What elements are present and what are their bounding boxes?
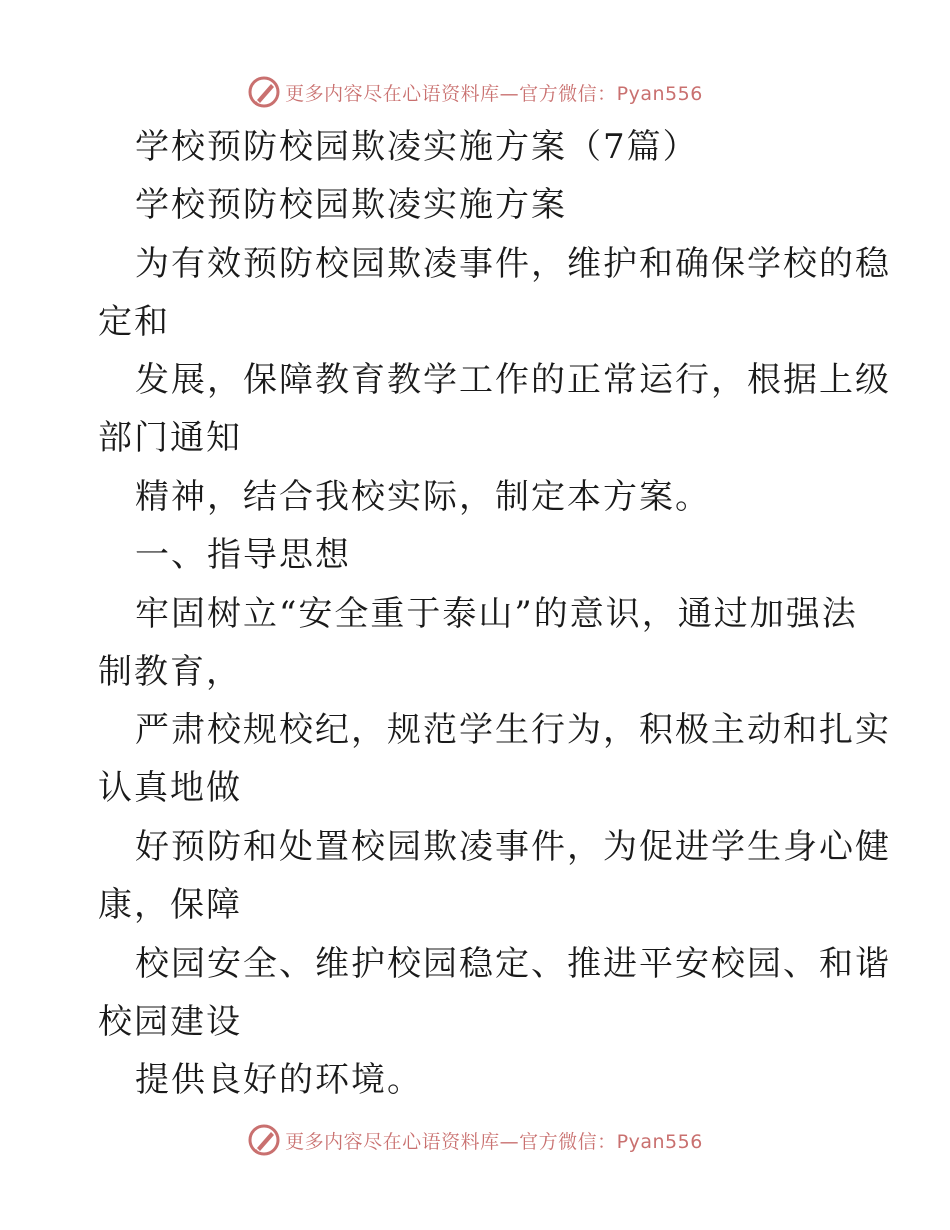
paragraph-line: 部门通知 bbox=[98, 418, 242, 458]
paragraph-line: 定和 bbox=[98, 302, 170, 342]
paragraph-line: 校园安全、维护校园稳定、推进平安校园、和谐 bbox=[135, 944, 891, 984]
document-subtitle: 学校预防校园欺凌实施方案 bbox=[135, 185, 567, 225]
section-heading: 一、指导思想 bbox=[135, 535, 351, 575]
paragraph-line: 康，保障 bbox=[98, 885, 242, 925]
paragraph-line: 提供良好的环境。 bbox=[135, 1060, 423, 1100]
document-title: 学校预防校园欺凌实施方案（7篇） bbox=[135, 127, 699, 167]
paragraph-line: 制教育， bbox=[98, 652, 242, 692]
paragraph-line: 认真地做 bbox=[98, 768, 242, 808]
footer-watermark-text: 更多内容尽在心语资料库—官方微信：Pyan556 bbox=[285, 1130, 703, 1153]
paragraph-line: 发展，保障教育教学工作的正常运行，根据上级 bbox=[135, 360, 891, 400]
paragraph-line: 好预防和处置校园欺凌事件，为促进学生身心健 bbox=[135, 827, 891, 867]
paragraph-line: 精神，结合我校实际，制定本方案。 bbox=[135, 477, 711, 517]
footer-watermark bbox=[0, 1120, 950, 1160]
paragraph-line: 严肃校规校纪，规范学生行为，积极主动和扎实 bbox=[135, 710, 891, 750]
paragraph-line: 为有效预防校园欺凌事件，维护和确保学校的稳 bbox=[135, 244, 891, 284]
paragraph-line: 校园建设 bbox=[98, 1002, 242, 1042]
pen-logo-icon bbox=[247, 1123, 281, 1157]
header-watermark-text: 更多内容尽在心语资料库—官方微信：Pyan556 bbox=[285, 82, 703, 105]
paragraph-line: 牢固树立“安全重于泰山”的意识，通过加强法 bbox=[135, 594, 858, 634]
